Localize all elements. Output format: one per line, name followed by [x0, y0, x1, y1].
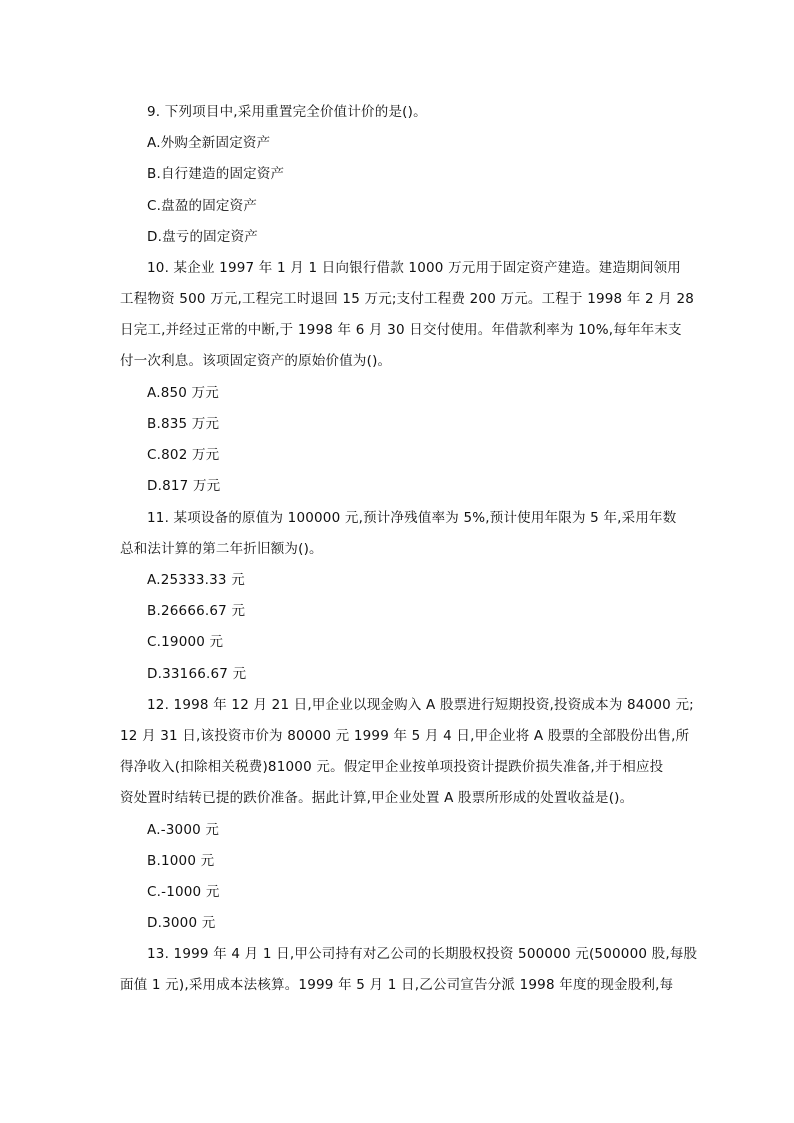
q12-option-b: B.1000 元 [147, 853, 215, 869]
q12-option-c: C.-1000 元 [147, 884, 220, 900]
q12-stem-line-4: 资处置时结转已提的跌价准备。据此计算,甲企业处置 A 股票所形成的处置收益是()。 [120, 790, 634, 806]
q9-option-b: B.自行建造的固定资产 [147, 166, 285, 182]
q11-stem-line-2: 总和法计算的第二年折旧额为()。 [120, 541, 323, 557]
q12-option-d: D.3000 元 [147, 915, 216, 931]
q10-option-d: D.817 万元 [147, 478, 221, 494]
q12-stem-line-1: 12. 1998 年 12 月 21 日,甲企业以现金购入 A 股票进行短期投资,投资成本为 84000 元; [147, 697, 694, 713]
q10-stem-line-3: 日完工,并经过正常的中断,于 1998 年 6 月 30 日交付使用。年借款利率为 10%,每年年末支 [120, 322, 682, 338]
q10-option-b: B.835 万元 [147, 416, 220, 432]
q12-stem-line-3: 得净收入(扣除相关税费)81000 元。假定甲企业按单项投资计提跌价损失准备,并于相应投 [120, 759, 664, 775]
q10-option-c: C.802 万元 [147, 447, 220, 463]
q11-option-a: A.25333.33 元 [147, 572, 245, 588]
q10-stem-line-2: 工程物资 500 万元,工程完工时退回 15 万元;支付工程费 200 万元。工程于 1998 年 2 月 28 [120, 291, 695, 307]
q10-option-a: A.850 万元 [147, 385, 219, 401]
q10-stem-line-1: 10. 某企业 1997 年 1 月 1 日向银行借款 1000 万元用于固定资产建造。建造期间领用 [147, 260, 681, 276]
q11-option-c: C.19000 元 [147, 634, 224, 650]
q9-option-a: A.外购全新固定资产 [147, 135, 271, 151]
q9-option-c: C.盘盈的固定资产 [147, 198, 258, 214]
q11-option-d: D.33166.67 元 [147, 666, 247, 682]
q10-stem-line-4: 付一次利息。该项固定资产的原始价值为()。 [120, 353, 392, 369]
q12-option-a: A.-3000 元 [147, 822, 220, 838]
q9-stem-line-1: 9. 下列项目中,采用重置完全价值计价的是()。 [147, 104, 427, 120]
q13-stem-line-2: 面值 1 元),采用成本法核算。1999 年 5 月 1 日,乙公司宣告分派 1998 年度的现金股利,每 [120, 977, 674, 993]
q9-option-d: D.盘亏的固定资产 [147, 229, 258, 245]
q12-stem-line-2: 12 月 31 日,该投资市价为 80000 元 1999 年 5 月 4 日,甲企业将 A 股票的全部股份出售,所 [120, 728, 690, 744]
q11-stem-line-1: 11. 某项设备的原值为 100000 元,预计净残值率为 5%,预计使用年限为 5 年,采用年数 [147, 510, 677, 526]
q11-option-b: B.26666.67 元 [147, 603, 246, 619]
q13-stem-line-1: 13. 1999 年 4 月 1 日,甲公司持有对乙公司的长期股权投资 500000 元(500000 股,每股 [147, 946, 698, 962]
